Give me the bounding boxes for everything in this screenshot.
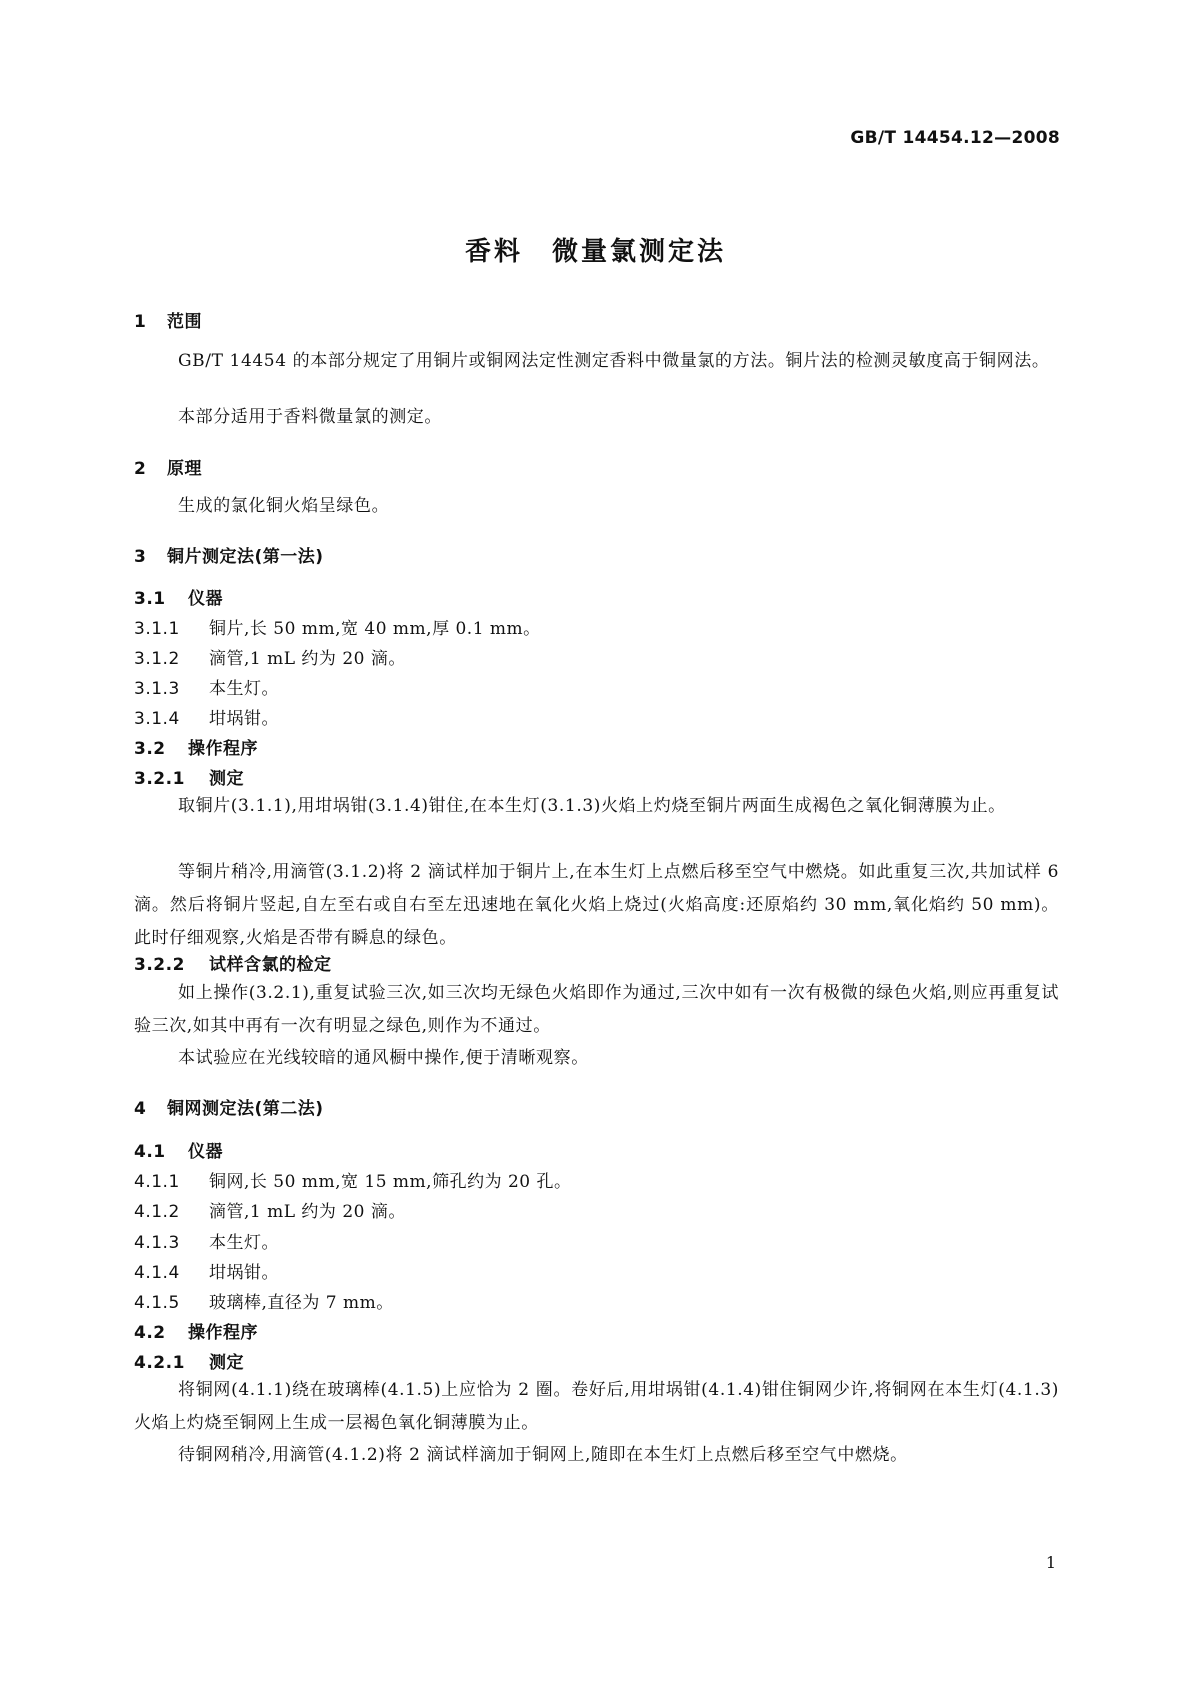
item-number: 4.1.1 bbox=[134, 1172, 180, 1192]
section-number: 4.1 bbox=[134, 1142, 166, 1162]
item-number: 4.1.2 bbox=[134, 1202, 180, 1222]
item-number: 3.1.3 bbox=[134, 679, 180, 699]
item-number: 3.1.2 bbox=[134, 649, 180, 669]
item-number: 3.1.4 bbox=[134, 709, 180, 729]
item-text: 滴管,1 mL 约为 20 滴。 bbox=[209, 649, 406, 669]
item-text: 玻璃棒,直径为 7 mm。 bbox=[209, 1293, 394, 1313]
section-3-heading bbox=[134, 542, 324, 567]
section-title: 仪器 bbox=[188, 1142, 223, 1162]
list-item bbox=[134, 1228, 279, 1253]
list-item bbox=[134, 644, 406, 669]
section-1-heading bbox=[134, 307, 202, 332]
section-2-paragraph-1: 生成的氯化铜火焰呈绿色。 bbox=[178, 496, 390, 516]
document-title: 香料 微量氯测定法 bbox=[464, 237, 726, 267]
section-4-2-1-paragraph-2: 待铜网稍冷,用滴管(4.1.2)将 2 滴试样滴加于铜网上,随即在本生灯上点燃后移至空气中燃烧。 bbox=[178, 1445, 908, 1465]
section-number: 3.2.1 bbox=[134, 769, 185, 789]
section-3-2-1-paragraph-2: 等铜片稍冷,用滴管(3.1.2)将 2 滴试样加于铜片上,在本生灯上点燃后移至空气中燃烧。如此重复三次,共加试样 6 滴。然后将铜片竖起,自左至右或自右至左迅速地在氧化火焰上烧过(火焰高度:还原焰约 30 mm,氧化焰约 50 mm)。此时仔细观察,火焰是否带有瞬息的绿色。 bbox=[134, 862, 1059, 948]
item-text: 坩埚钳。 bbox=[209, 1263, 279, 1283]
section-1-paragraph-2: 本部分适用于香料微量氯的测定。 bbox=[178, 407, 442, 427]
section-1-paragraph-1: GB/T 14454 的本部分规定了用铜片或铜网法定性测定香料中微量氯的方法。铜片法的检测灵敏度高于铜网法。 bbox=[178, 351, 1050, 371]
section-number: 3.2 bbox=[134, 739, 166, 759]
section-4-heading bbox=[134, 1094, 324, 1119]
item-text: 滴管,1 mL 约为 20 滴。 bbox=[209, 1202, 406, 1222]
section-4-2-1-heading bbox=[134, 1348, 244, 1373]
item-text: 本生灯。 bbox=[209, 679, 279, 699]
list-item bbox=[134, 1288, 394, 1313]
section-number: 3 bbox=[134, 547, 147, 567]
section-title: 铜网测定法(第二法) bbox=[167, 1099, 324, 1119]
section-title: 测定 bbox=[209, 1353, 244, 1373]
section-number: 1 bbox=[134, 312, 147, 332]
section-2-heading bbox=[134, 454, 202, 479]
list-item bbox=[134, 614, 541, 639]
section-3-2-2-heading bbox=[134, 950, 332, 975]
section-title: 范围 bbox=[167, 312, 202, 332]
section-title: 试样含氯的检定 bbox=[209, 955, 332, 975]
section-number: 3.1 bbox=[134, 589, 166, 609]
item-number: 4.1.3 bbox=[134, 1233, 180, 1253]
item-number: 4.1.5 bbox=[134, 1293, 180, 1313]
item-number: 4.1.4 bbox=[134, 1263, 180, 1283]
list-item bbox=[134, 674, 279, 699]
section-title: 仪器 bbox=[188, 589, 223, 609]
standard-number: GB/T 14454.12—2008 bbox=[850, 128, 1060, 148]
section-title: 操作程序 bbox=[188, 1323, 258, 1343]
section-number: 4 bbox=[134, 1099, 147, 1119]
section-title: 操作程序 bbox=[188, 739, 258, 759]
section-3-1-heading bbox=[134, 584, 223, 609]
section-3-2-1-heading bbox=[134, 764, 244, 789]
section-number: 3.2.2 bbox=[134, 955, 185, 975]
section-number: 4.2.1 bbox=[134, 1353, 185, 1373]
section-number: 4.2 bbox=[134, 1323, 166, 1343]
list-item bbox=[134, 704, 279, 729]
section-3-2-1-paragraph-1: 取铜片(3.1.1),用坩埚钳(3.1.4)钳住,在本生灯(3.1.3)火焰上灼烧至铜片两面生成褐色之氧化铜薄膜为止。 bbox=[178, 796, 1006, 816]
section-3-2-2-paragraph-2: 本试验应在光线较暗的通风橱中操作,便于清晰观察。 bbox=[178, 1048, 589, 1068]
item-text: 铜片,长 50 mm,宽 40 mm,厚 0.1 mm。 bbox=[209, 619, 541, 639]
section-title: 测定 bbox=[209, 769, 244, 789]
item-text: 本生灯。 bbox=[209, 1233, 279, 1253]
page-number: 1 bbox=[1045, 1553, 1056, 1572]
section-4-2-heading bbox=[134, 1318, 258, 1343]
section-4-1-heading bbox=[134, 1137, 223, 1162]
section-title: 原理 bbox=[167, 459, 202, 479]
section-4-2-1-paragraph-1: 将铜网(4.1.1)绕在玻璃棒(4.1.5)上应恰为 2 圈。卷好后,用坩埚钳(4.1.4)钳住铜网少许,将铜网在本生灯(4.1.3)火焰上灼烧至铜网上生成一层褐色氧化铜薄膜为止。 bbox=[134, 1380, 1059, 1433]
list-item bbox=[134, 1197, 406, 1222]
list-item bbox=[134, 1167, 572, 1192]
section-3-2-heading bbox=[134, 734, 258, 759]
item-text: 铜网,长 50 mm,宽 15 mm,筛孔约为 20 孔。 bbox=[209, 1172, 572, 1192]
section-title: 铜片测定法(第一法) bbox=[167, 547, 324, 567]
section-3-2-2-paragraph-1: 如上操作(3.2.1),重复试验三次,如三次均无绿色火焰即作为通过,三次中如有一次有极微的绿色火焰,则应再重复试验三次,如其中再有一次有明显之绿色,则作为不通过。 bbox=[134, 983, 1059, 1036]
item-number: 3.1.1 bbox=[134, 619, 180, 639]
list-item bbox=[134, 1258, 279, 1283]
section-number: 2 bbox=[134, 459, 147, 479]
item-text: 坩埚钳。 bbox=[209, 709, 279, 729]
